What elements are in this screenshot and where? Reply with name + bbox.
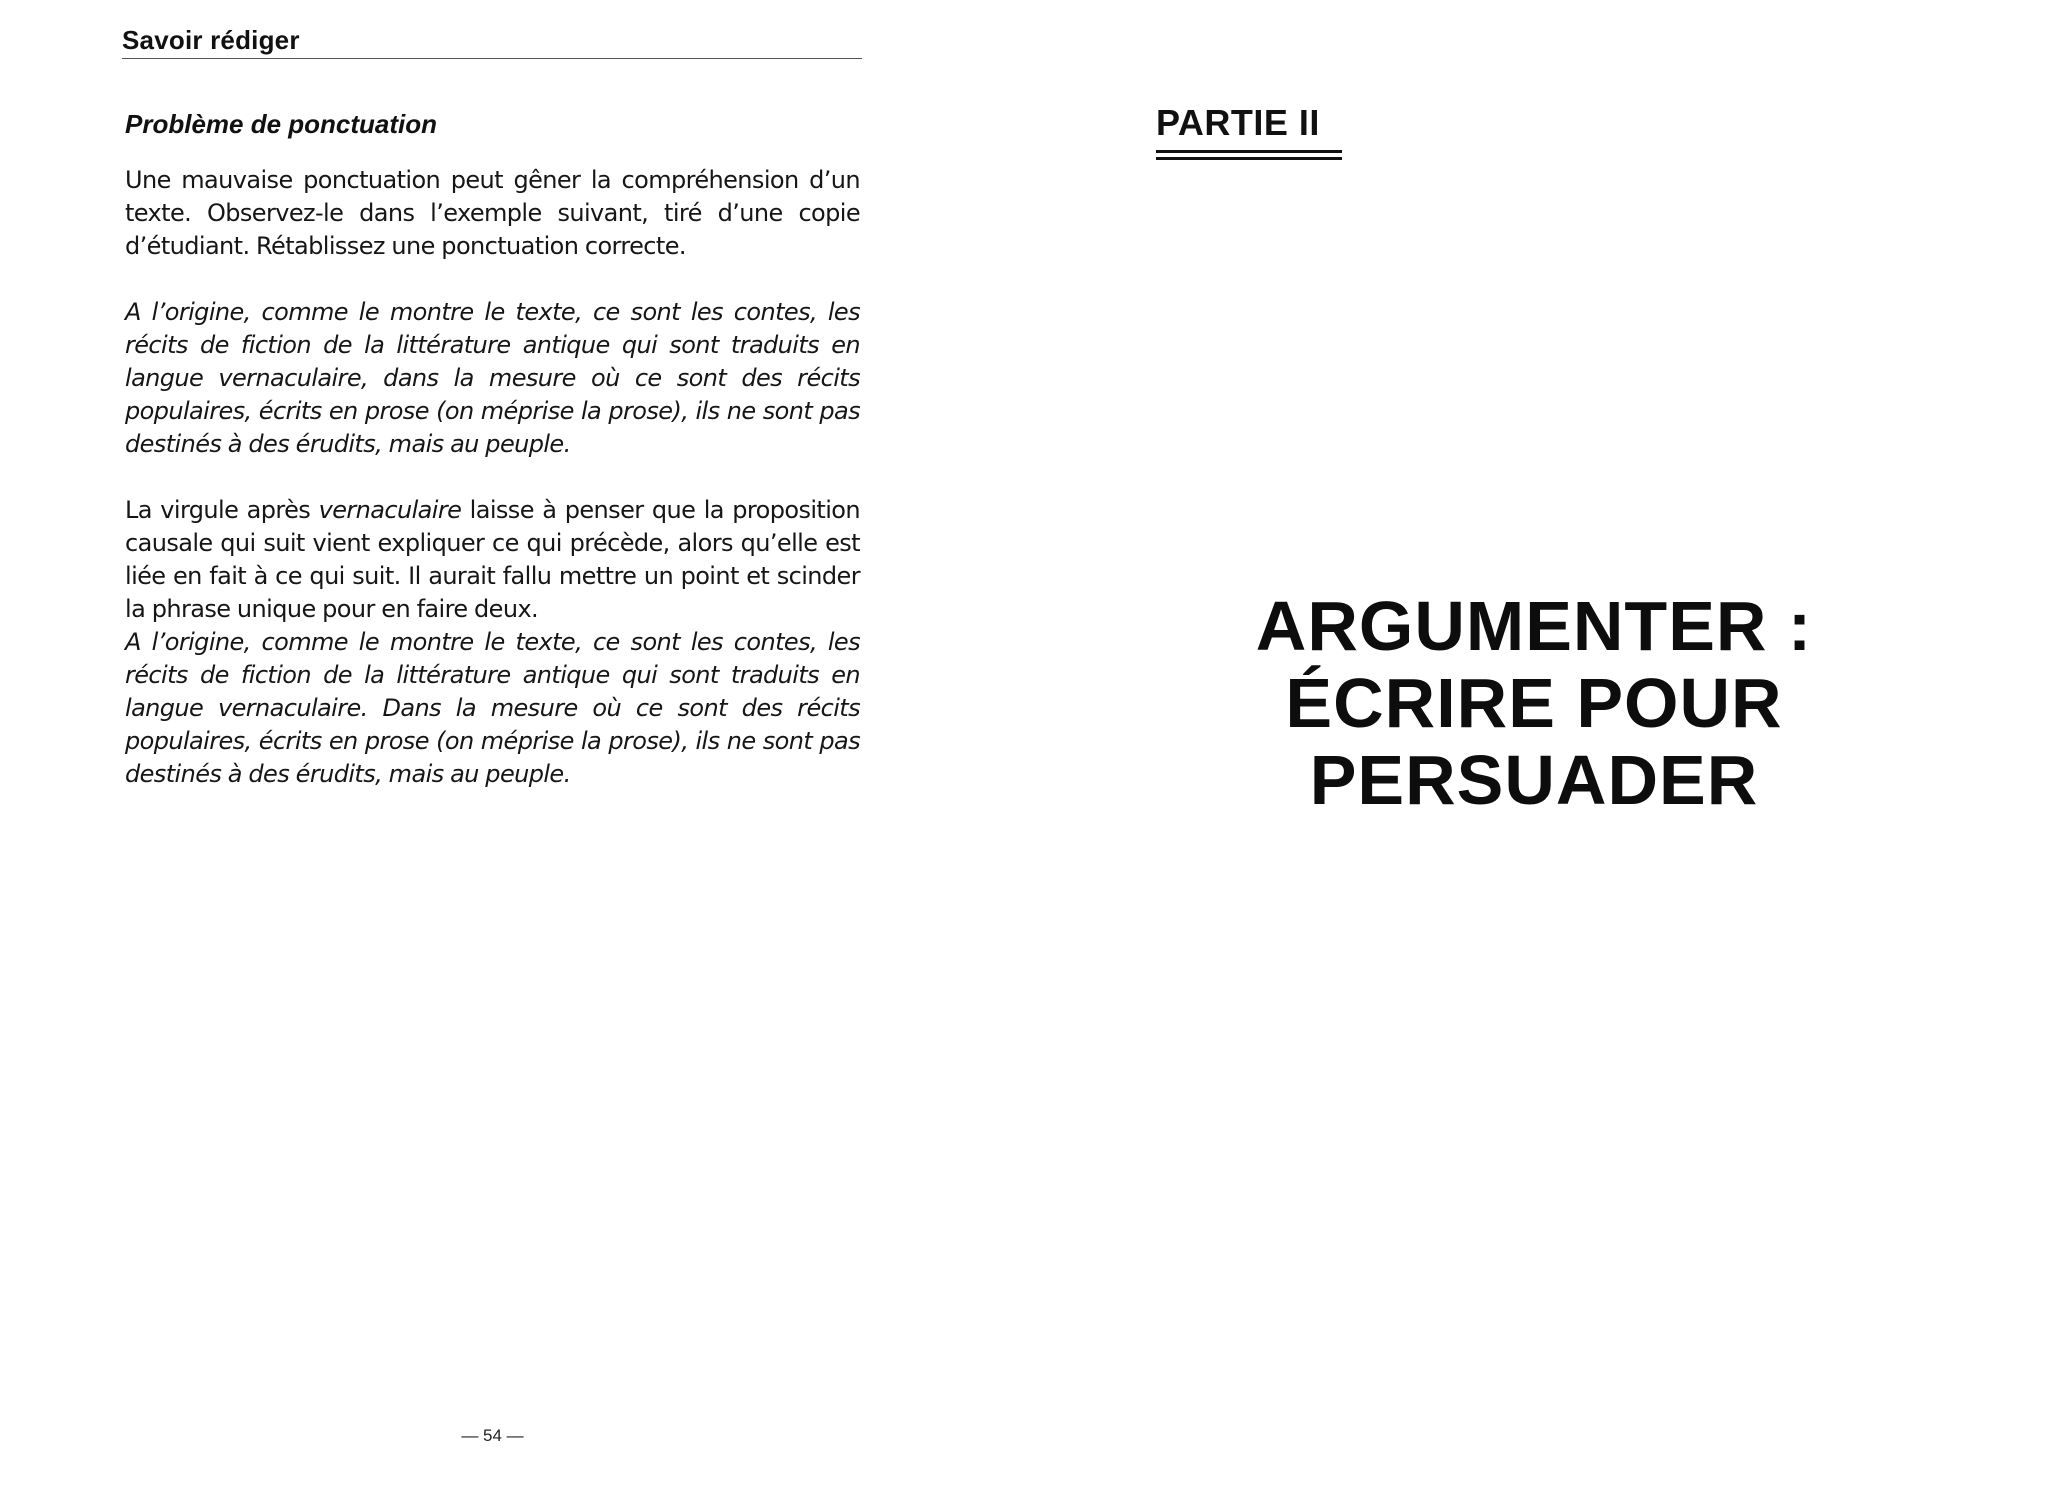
running-header-title: Savoir rédiger xyxy=(122,25,300,55)
intro-paragraph: Une mauvaise ponctuation peut gêner la compréhension d’un texte. Observez-le dans l’exemple suivant, tiré d’une copie d’étudiant. Rétablissez une ponctuation correcte. xyxy=(125,166,860,260)
example-original-paragraph: A l’origine, comme le montre le texte, ce sont les contes, les récits de fiction de la littérature antique qui sont traduits en langue vernaculaire, dans la mesure où ce sont des récits populaires, écrits en prose (on méprise la prose), ils ne sont pas destinés à des érudits, mais au peuple. xyxy=(125,298,860,458)
underline-rule-bottom xyxy=(1156,157,1342,160)
explanation-text-end: laisse à penser que la proposition causale qui suit vient expliquer ce qui précède, alors qu’elle est liée en fait à ce qui suit. Il aurait fallu mettre un point et scinder la phrase unique pour en faire deux. xyxy=(125,496,860,623)
part-label: PARTIE II xyxy=(1156,102,1320,143)
page-number: — 54 — xyxy=(461,1426,524,1445)
paragraph-spacer xyxy=(125,263,860,296)
explanation-paragraph xyxy=(125,494,860,626)
running-header xyxy=(122,22,862,59)
left-page-content xyxy=(125,106,860,791)
part-title-line-2: ÉCRIRE POUR xyxy=(1285,664,1783,742)
section-title: Problème de ponctuation xyxy=(125,109,438,139)
underline-rule-top xyxy=(1156,150,1342,153)
part-title xyxy=(1154,588,1914,819)
right-page xyxy=(1024,0,2048,1493)
part-title-line-3: PERSUADER xyxy=(1309,741,1759,819)
paragraph-spacer xyxy=(125,461,860,494)
example-corrected-paragraph: A l’origine, comme le montre le texte, ce sont les contes, les récits de fiction de la littérature antique qui sont traduits en langue vernaculaire. Dans la mesure où ce sont des récits populaires, écrits en prose (on méprise la prose), ils ne sont pas destinés à des érudits, mais au peuple. xyxy=(125,628,860,788)
explanation-text-start: La virgule après xyxy=(125,496,319,524)
part-label-underline xyxy=(1156,150,1342,164)
part-title-line-1: ARGUMENTER : xyxy=(1255,587,1813,665)
explanation-italic-word: vernaculaire xyxy=(318,496,462,524)
